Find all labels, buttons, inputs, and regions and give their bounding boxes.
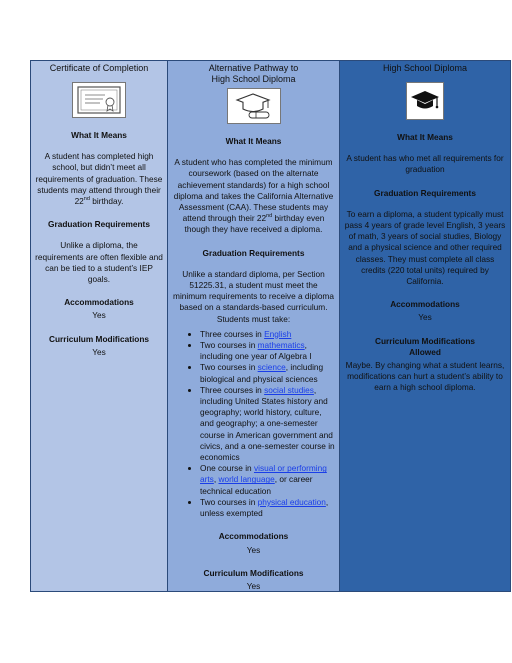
curriculum-text: Maybe. By changing what a student learns, modifications can hurt a student’s ability to earn a high school diploma. (345, 360, 505, 393)
mathematics-link[interactable]: mathematics (257, 340, 305, 351)
visual-performing-arts-link[interactable]: visual or performing arts (200, 463, 327, 485)
accommodations-heading: Accommodations (218, 531, 289, 542)
list-item: • Two courses in science, including biological and physical sciences (200, 362, 335, 384)
column-alternative-pathway (168, 61, 340, 591)
column-certificate (31, 61, 168, 591)
what-heading: What It Means (397, 132, 453, 142)
curriculum-heading: Curriculum Modifications (48, 333, 150, 344)
science-link[interactable]: science (257, 362, 286, 373)
accommodations-heading: Accommodations (64, 297, 134, 308)
graduation-heading: Graduation Requirements (374, 187, 476, 198)
what-heading: What It Means (71, 130, 127, 140)
what-text: A student has completed high school, but didn’t meet all requirements of graduation. These students may attend through their 22nd birthday. (35, 151, 163, 207)
what-heading: What It Means (225, 136, 282, 146)
graduation-cap-icon (406, 82, 444, 120)
curriculum-value: Yes (246, 580, 261, 591)
column-title: Certificate of Completion (49, 63, 149, 73)
certificate-icon (72, 82, 126, 118)
list-item: • Three courses in English (200, 329, 335, 340)
curriculum-heading: Curriculum Modifications Allowed (374, 335, 476, 357)
english-link[interactable]: English (264, 328, 292, 339)
graduation-text: To earn a diploma, a student typically must pass 4 years of grade level English, 3 years of math, 3 years of social studies, Biology and a physical science and other required classes. They must complete all class credits (220 total units) required by California. (344, 208, 506, 287)
list-item: • Two courses in mathematics, including one year of Algebra I (200, 340, 335, 362)
accommodations-value: Yes (246, 544, 261, 555)
accommodations-value: Yes (418, 312, 432, 323)
physical-education-link[interactable]: physical education (257, 496, 326, 507)
curriculum-value: Yes (92, 346, 106, 357)
world-language-link[interactable]: world language (218, 474, 275, 485)
column-title: High School Diploma (382, 63, 468, 73)
list-item: • One course in visual or performing arts, world language, or career technical education (200, 463, 335, 497)
list-item: • Three courses in social studies, including United States history and geography; world history, culture, and geography; a one-semester course in American government and civics, and a one-semester course in economics (200, 385, 335, 463)
column-high-school-diploma (340, 61, 510, 591)
column-title: Alternative Pathway to High School Diploma (208, 63, 299, 84)
list-item: • Two courses in physical education, unless exempted (200, 497, 335, 519)
social-studies-link[interactable]: social studies (264, 384, 314, 395)
graduation-heading: Graduation Requirements (202, 247, 305, 258)
graduation-text: Unlike a diploma, the requirements are often flexible and can be tied to a student’s IEP goals. (35, 240, 163, 285)
curriculum-heading: Curriculum Modifications (203, 567, 304, 578)
accommodations-value: Yes (92, 310, 106, 321)
what-text: A student has who met all requirements for graduation (346, 153, 504, 175)
graduation-heading: Graduation Requirements (48, 219, 150, 230)
graduation-text: Unlike a standard diploma, per Section 51225.31, a student must meet the minimum requirements to receive a diploma based on a standards-based curriculum. Students must take: (173, 268, 334, 324)
graduation-cap-diploma-icon (227, 88, 281, 124)
course-list (172, 329, 335, 519)
accommodations-heading: Accommodations (390, 299, 460, 310)
what-text: A student who has completed the minimum coursework (based on the alternate achievement standards) for a high school diploma and takes the California Alternative Assessment (CAA). These students may attend through their 22nd birthday even though they have received a diploma. (173, 157, 334, 235)
comparison-table (30, 60, 511, 592)
